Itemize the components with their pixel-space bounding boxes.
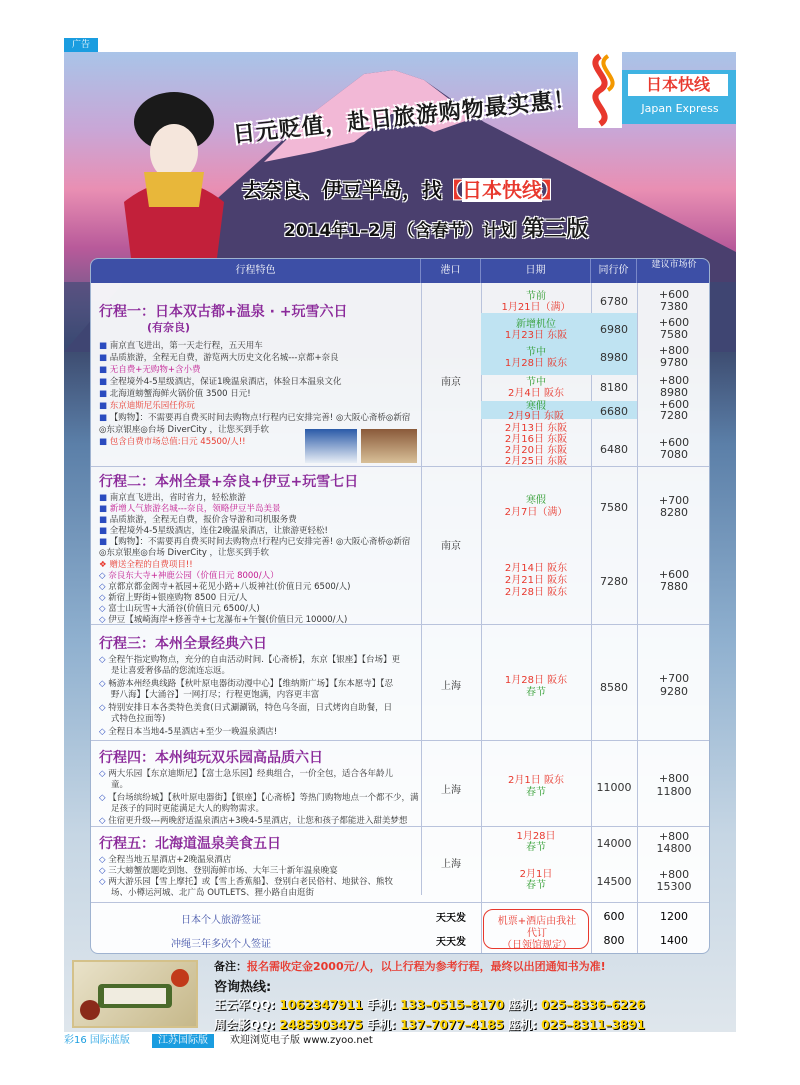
headline: 日元贬值，赴日旅游购物最实惠！ [231, 87, 578, 148]
visa-price: 800 [603, 934, 625, 947]
itinerary-2-port: 南京 [441, 541, 461, 552]
itinerary-3-line: 是让喜爱奢侈品的您流连忘返。 [111, 666, 231, 676]
itinerary-1-line: ■ 无自费+无购物+含小费 [99, 365, 201, 375]
itinerary-2-line: ■ 品质旅游，全程无自费，报价含导游和司机服务费 [99, 515, 297, 525]
itinerary-3 [91, 625, 710, 741]
visa-note-box [483, 909, 589, 949]
visa-name: 冲绳三年多次个人签证 [171, 939, 271, 950]
peer-price: 6480 [600, 443, 628, 456]
date-value: 2月25日 东阪 [504, 456, 568, 467]
itinerary-3-line: ◇ 全程日本当地4-5星酒店+至少一晚温泉酒店! [99, 727, 278, 737]
contact-qq: 1062347911 [279, 998, 363, 1012]
date-label: 春节 [526, 687, 546, 698]
date-label: 寒假 [526, 495, 546, 506]
plan-text: 2014年1–2月（含春节）计划 [284, 221, 517, 241]
date-value: 2月28日 阪东 [504, 587, 568, 598]
contact-qq: 2485903475 [279, 1018, 363, 1032]
itinerary-3-line: ◇ 特别安排日本各类特色美食(日式涮涮锅，特色乌冬面，日式烤肉自助餐，日 [99, 703, 393, 713]
date-value: 2月21日 阪东 [504, 575, 568, 586]
itinerary-2-line: ❖ 赠送全程的自费项目!! [99, 560, 193, 570]
date-value: 2月4日 阪东 [508, 388, 564, 399]
hotline-label: 咨询热线: [214, 980, 272, 995]
contact-tel-label: 座机: [508, 998, 537, 1012]
header-features: 行程特色 [91, 259, 421, 283]
date-value: 2月14日 阪东 [504, 563, 568, 574]
itinerary-4-line: ◇ 住宿更升级---两晚舒适温泉酒店+3晚4-5星酒店，让您和孩子都能进入甜美梦想 [99, 816, 408, 826]
date-value: 2月9日 东阪 [508, 411, 564, 422]
header-market-price: 建议市场价 [651, 260, 697, 270]
itinerary-3-line: 野八海】【大涌谷】一网打尽；行程更饱满，内容更丰富 [111, 690, 320, 700]
itinerary-2-line: ◇ 奈良东大寺+神鹿公园（价值日元 8000/人） [99, 571, 279, 581]
subheadline [242, 174, 562, 203]
food-photo [72, 960, 198, 1028]
footer-bar [64, 1033, 736, 1049]
sushi-plate-illustration [74, 962, 196, 1026]
market-plus: +600 [658, 568, 690, 581]
visa-price: 600 [603, 910, 625, 923]
poster [64, 52, 736, 1032]
header-port: 港口 [421, 259, 481, 283]
logo-stripe [578, 52, 622, 128]
peer-price: 6780 [600, 295, 628, 308]
date-value: 2月16日 东阪 [504, 434, 568, 445]
top-margin [0, 0, 800, 50]
itinerary-5-line: 场、小樽运河城、北广岛 OUTLETS、狸小路自由逛街 [111, 888, 315, 898]
contact-mobile-label: 手机: [367, 1018, 396, 1032]
itinerary-2-line: ◇ 新宿上野街+银座购物 8500 日元/人 [99, 593, 248, 603]
contact-name: 周会影QQ: [214, 1018, 276, 1032]
itinerary-2-line: ◇ 京都京都金阁寺+祇园+花见小路+八坂神社(价值日元 6500/人) [99, 582, 351, 592]
contact-tel: 025–8311–3891 [541, 1018, 645, 1032]
market-price: 8980 [660, 386, 688, 399]
itinerary-1-line: ■ 北海道螃蟹海鲜火锅价值 3500 日元! [99, 389, 251, 399]
itinerary-1-port: 南京 [441, 377, 461, 388]
visa-frequency: 天天发 [436, 937, 466, 948]
market-price: 7080 [660, 448, 688, 461]
itinerary-4 [91, 741, 710, 827]
itinerary-2-line: ◎东京银座◎台场 DiverCity ，让您买到手软 [99, 548, 270, 558]
visa-note-line: （日领馆规定） [502, 940, 572, 951]
contact-row [214, 1016, 645, 1032]
itinerary-4-line: ◇ 两大乐园【东京迪斯尼】【富士急乐园】经典组合，一价全包，适合各年龄儿 [99, 769, 394, 779]
footer-url[interactable]: 欢迎浏览电子版 www.zyoo.net [230, 1035, 373, 1046]
contact-tel-label: 座机: [508, 1018, 537, 1032]
market-price: 7380 [660, 300, 688, 313]
market-plus: +700 [658, 672, 690, 685]
itinerary-2-line: ■ 南京直飞进出，省时省力，轻松旅游 [99, 493, 246, 503]
visa-row-1 [91, 903, 710, 929]
peer-price: 11000 [596, 781, 632, 794]
subheadline-prefix: 去奈良、伊豆半岛，找 [242, 178, 442, 202]
itinerary-1-line: ■ 东京迪斯尼乐园任你玩 [99, 401, 195, 411]
itinerary-1-line: ■ 全程境外4-5星级酒店，保证1晚温泉酒店，体验日本温泉文化 [99, 377, 342, 387]
market-price: 7280 [660, 409, 688, 422]
logo-swirl-icon [578, 52, 622, 128]
peer-price: 14500 [596, 875, 632, 888]
itinerary-3-title: 行程三：本州全景经典六日 [99, 636, 267, 652]
market-plus: +600 [658, 436, 690, 449]
ski-photo [305, 429, 357, 463]
itinerary-3-line: 式特色拉面等) [111, 714, 166, 724]
subheadline-bracket-left: 【 [442, 178, 462, 202]
date-value: 2月20日 东阪 [504, 445, 568, 456]
itinerary-4-line: 童。 [111, 780, 129, 790]
market-plus: +600 [658, 316, 690, 329]
itinerary-2-line: ◇ 富士山玩雪+大涌谷(价值日元 6500/人) [99, 604, 260, 614]
itinerary-5-line: ◇ 全程当地五星酒店+2晚温泉酒店 [99, 855, 232, 865]
market-plus: +800 [658, 772, 690, 785]
itinerary-1-line: ◎东京银座◎台场 DiverCity ，让您买到手软 [99, 425, 270, 435]
itinerary-2-line: ■ 【购物】：不需要再自费买时间去购物点!行程内已安排完善! ◎大阪心斋桥◎新宿 [99, 537, 411, 547]
market-plus: +800 [658, 868, 690, 881]
contact-name: 王云军QQ: [214, 998, 276, 1012]
date-label: 寒假 [526, 401, 546, 412]
peer-price: 6980 [600, 323, 628, 336]
date-label: 节前 [526, 291, 546, 302]
date-value: 1月23日 东阪 [504, 330, 568, 341]
contact-tel: 025–8336–6226 [541, 998, 645, 1012]
market-price: 7580 [660, 328, 688, 341]
market-plus: +800 [658, 830, 690, 843]
itinerary-table [90, 258, 710, 954]
date-value: 2月13日 东阪 [504, 423, 568, 434]
visa-market-price: 1400 [660, 934, 688, 947]
itinerary-1-line: ■ 品质旅游，全程无自费，游览两大历史文化名城---京都+奈良 [99, 353, 339, 363]
market-price: 9780 [660, 356, 688, 369]
itinerary-4-port: 上海 [441, 785, 461, 796]
itinerary-5-line: ◇ 三大螃蟹放题吃到饱、登别海鲜市场、大年三十新年温泉晚宴 [99, 866, 338, 876]
table-header [91, 259, 710, 283]
visa-market-price: 1200 [660, 910, 688, 923]
date-label: 节中 [526, 377, 546, 388]
contact-mobile-label: 手机: [367, 998, 396, 1012]
itinerary-2-title: 行程二：本州全景+奈良+伊豆+玩雪七日 [99, 474, 359, 490]
itinerary-1-line: ■ 【购物】：不需要再自费买时间去购物点!行程内已安排完善! ◎大阪心斋桥◎新宿 [99, 413, 411, 423]
peer-price: 8980 [600, 351, 628, 364]
note-text: 报名需收定金2000元/人，以上行程为参考行程，最终以出团通知书为准! [247, 960, 606, 973]
header-date: 日期 [481, 259, 591, 283]
contact-row [214, 996, 645, 1013]
market-price: 7880 [660, 580, 688, 593]
visa-name: 日本个人旅游签证 [181, 915, 261, 926]
date-value: 2月7日（满） [504, 507, 568, 518]
market-plus: +800 [658, 374, 690, 387]
itinerary-4-line: 足孩子的同时更能满足大人的购物需求。 [111, 804, 265, 814]
date-label: 春节 [526, 880, 546, 891]
itinerary-2-line: ■ 全程境外4-5星级酒店，连住2晚温泉酒店，让旅游更轻松! [99, 526, 328, 536]
itinerary-3-line: ◇ 畅游本州经典线路【秋叶原电器街动漫中心】【维纳斯广场】【东本愿寺】【忍 [99, 679, 394, 689]
peer-price: 8580 [600, 681, 628, 694]
itinerary-2 [91, 467, 710, 625]
visa-row-2 [91, 929, 710, 954]
peer-price: 6680 [600, 405, 628, 418]
peer-price: 7280 [600, 575, 628, 588]
market-plus: +800 [658, 344, 690, 357]
contact-mobile: 133–0515–8170 [400, 998, 504, 1012]
peer-price: 7580 [600, 501, 628, 514]
visa-note-line: 代订 [527, 928, 547, 939]
logo-en: Japan Express [641, 102, 719, 115]
itinerary-1 [91, 283, 710, 467]
date-label: 新增机位 [516, 319, 556, 330]
footer-tag: 江苏国际版 [152, 1034, 214, 1048]
date-value: 1月28日 [516, 831, 556, 842]
visa-note-line: 机票+酒店由我社 [497, 916, 577, 927]
market-price: 9280 [660, 685, 688, 698]
itinerary-5-title: 行程五：北海道温泉美食五日 [99, 836, 281, 852]
footer-page: 彩16 国际蓝版 [64, 1035, 130, 1046]
date-label: 春节 [526, 842, 546, 853]
itinerary-4-title: 行程四：本州纯玩双乐园高品质六日 [99, 750, 323, 766]
itinerary-5 [91, 827, 710, 903]
date-value: 1月28日 阪东 [504, 358, 568, 369]
itinerary-5-port: 上海 [441, 859, 461, 870]
peer-price: 14000 [596, 837, 632, 850]
plan-line [284, 212, 588, 243]
subheadline-bracket-right: 】 [542, 178, 562, 202]
itinerary-3-port: 上海 [441, 681, 461, 692]
subheadline-brand: 日本快线 [462, 178, 542, 202]
itinerary-1-title: 行程一：日本双古都+温泉 · +玩雪六日 [99, 304, 348, 320]
itinerary-1-line: ■ 包含自费市场总值:日元 45500/人!! [99, 437, 246, 447]
japan-express-logo [578, 52, 736, 128]
itinerary-4-line: ◇ 【台场缤纷城】【秋叶原电器街】【银座】【心斋桥】等热门购物地点一个都不少，满 [99, 793, 419, 803]
note-label: 备注： [214, 960, 247, 973]
market-price: 11800 [656, 785, 692, 798]
date-label: 春节 [526, 787, 546, 798]
market-price: 15300 [656, 880, 692, 893]
date-value: 2月1日 阪东 [508, 775, 564, 786]
hotel-photo [361, 429, 417, 463]
date-value: 2月1日 [519, 869, 553, 880]
peer-price: 8180 [600, 381, 628, 394]
plan-edition: 第三版 [522, 217, 589, 242]
itinerary-1-line: ■ 南京直飞进出，第一天走行程，五天用车 [99, 341, 263, 351]
market-price: 14800 [656, 842, 692, 855]
contact-mobile: 137–7077–4185 [400, 1018, 504, 1032]
itinerary-5-line: ◇ 两大游乐园【雪上摩托】或【雪上香蕉船】、登别白老民俗村、地狱谷、熊牧 [99, 877, 394, 887]
logo-cn: 日本快线 [628, 74, 728, 96]
date-value: 1月21日（满） [501, 302, 571, 313]
market-plus: +600 [658, 288, 690, 301]
itinerary-1-subtitle: (有奈良) [147, 321, 191, 334]
market-plus: +600 [658, 398, 690, 411]
market-plus: +700 [658, 494, 690, 507]
date-value: 1月28日 阪东 [504, 675, 568, 686]
itinerary-2-line: ■ 新增人气旅游名城---奈良，领略伊豆半岛美景 [99, 504, 281, 514]
itinerary-3-line: ◇ 全程午指定购物点，充分的自由活动时间.【心斋桥】，东京【银座】【台场】更 [99, 655, 400, 665]
itinerary-2-line: ◇ 伊豆【城崎海岸+修善寺+七龙瀑布+午餐(价值日元 10000/人) [99, 615, 348, 625]
ad-tag: 广告 [64, 38, 98, 52]
visa-frequency: 天天发 [436, 913, 466, 924]
date-label: 节中 [526, 347, 546, 358]
header-peer-price: 同行价 [591, 259, 637, 283]
note-line [214, 958, 606, 974]
market-price: 8280 [660, 506, 688, 519]
